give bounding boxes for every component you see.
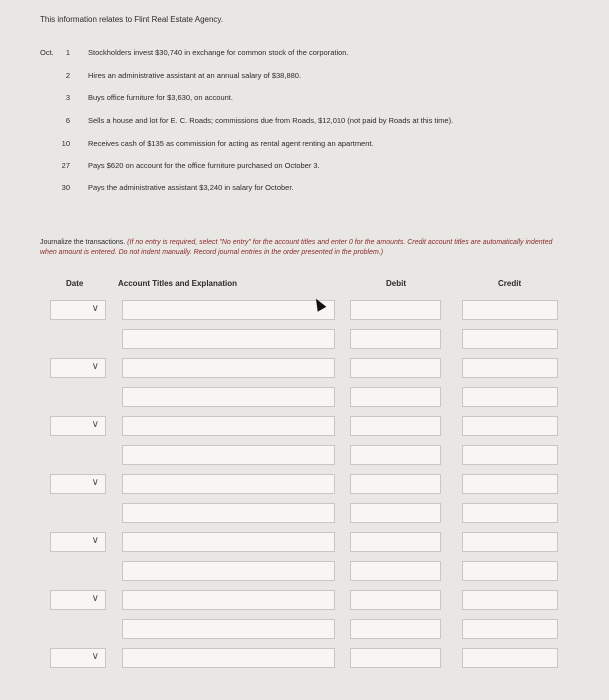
date-select[interactable]	[50, 532, 106, 552]
date-select[interactable]	[50, 416, 106, 436]
credit-input[interactable]	[462, 387, 558, 407]
account-title-input[interactable]	[122, 416, 335, 436]
tx-desc: Pays $620 on account for the office furniture purchased on October 3.	[88, 161, 320, 170]
account-title-input[interactable]	[122, 329, 335, 349]
chevron-down-icon: ∨	[91, 477, 99, 488]
tx-month	[40, 71, 60, 80]
account-title-input[interactable]	[122, 590, 335, 610]
instructions-text: Journalize the transactions.	[40, 239, 126, 246]
account-title-input[interactable]	[122, 300, 335, 320]
debit-input[interactable]	[350, 474, 441, 494]
transaction-row	[40, 183, 294, 192]
debit-input[interactable]	[350, 648, 441, 668]
tx-day: 1	[65, 48, 70, 57]
debit-input[interactable]	[350, 358, 441, 378]
date-select[interactable]	[50, 358, 106, 378]
chevron-down-icon: ∨	[91, 651, 99, 662]
tx-desc: Pays the administrative assistant $3,240 in salary for October.	[88, 183, 294, 192]
tx-desc: Hires an administrative assistant at an annual salary of $38,880.	[88, 71, 302, 80]
debit-input[interactable]	[350, 503, 441, 523]
credit-input[interactable]	[462, 445, 558, 465]
credit-input[interactable]	[462, 300, 558, 320]
tx-day: 27	[61, 161, 70, 170]
debit-input[interactable]	[350, 329, 441, 349]
account-title-input[interactable]	[122, 474, 335, 494]
tx-day: 3	[65, 93, 70, 102]
credit-input[interactable]	[462, 532, 558, 552]
transaction-row	[40, 71, 301, 80]
tx-day: 6	[65, 116, 70, 125]
date-select[interactable]	[50, 648, 106, 668]
chevron-down-icon: ∨	[91, 361, 99, 372]
debit-input[interactable]	[350, 387, 441, 407]
credit-input[interactable]	[462, 329, 558, 349]
credit-input[interactable]	[462, 474, 558, 494]
account-title-input[interactable]	[122, 387, 335, 407]
debit-input[interactable]	[350, 590, 441, 610]
credit-input[interactable]	[462, 619, 558, 639]
credit-input[interactable]	[462, 648, 558, 668]
account-title-input[interactable]	[122, 532, 335, 552]
account-title-input[interactable]	[122, 561, 335, 581]
transaction-row	[40, 48, 349, 57]
account-title-input[interactable]	[122, 358, 335, 378]
tx-desc: Buys office furniture for $3,630, on account.	[88, 93, 233, 102]
instructions-note: (If no entry is required, select "No entry" for the account titles and enter 0 for the amounts. Credit account titles are automatically indented when amount is entered. Do not indent manually. Record journal entries in the order presented in the problem.)	[40, 239, 553, 256]
account-title-input[interactable]	[122, 445, 335, 465]
date-header: Date	[66, 279, 84, 288]
chevron-down-icon: ∨	[91, 419, 99, 430]
credit-header: Credit	[498, 279, 522, 288]
tx-desc: Sells a house and lot for E. C. Roads; commissions due from Roads, $12,010 (not paid by Roads at this time).	[88, 116, 454, 125]
debit-input[interactable]	[350, 619, 441, 639]
transaction-row	[40, 93, 233, 102]
tx-month	[40, 161, 60, 170]
tx-month	[40, 93, 60, 102]
debit-input[interactable]	[350, 445, 441, 465]
debit-input[interactable]	[350, 561, 441, 581]
chevron-down-icon: ∨	[91, 535, 99, 546]
tx-desc: Receives cash of $135 as commission for acting as rental agent renting an apartment.	[88, 139, 374, 148]
credit-input[interactable]	[462, 590, 558, 610]
tx-month	[40, 139, 60, 148]
tx-month: Oct.	[40, 48, 54, 57]
debit-input[interactable]	[350, 416, 441, 436]
tx-day: 30	[61, 183, 70, 192]
account-title-input[interactable]	[122, 619, 335, 639]
chevron-down-icon: ∨	[91, 593, 99, 604]
chevron-down-icon: ∨	[91, 303, 99, 314]
credit-input[interactable]	[462, 358, 558, 378]
tx-month	[40, 183, 60, 192]
date-select[interactable]	[50, 474, 106, 494]
transaction-row	[40, 116, 453, 125]
instructions	[40, 238, 568, 258]
transaction-row	[40, 139, 374, 148]
tx-day: 10	[61, 139, 70, 148]
account-header: Account Titles and Explanation	[118, 279, 237, 288]
date-select[interactable]	[50, 300, 106, 320]
account-title-input[interactable]	[122, 648, 335, 668]
credit-input[interactable]	[462, 503, 558, 523]
intro-text: This information relates to Flint Real Estate Agency.	[40, 15, 224, 24]
debit-header: Debit	[386, 279, 406, 288]
tx-desc: Stockholders invest $30,740 in exchange for common stock of the corporation.	[88, 48, 349, 57]
date-select[interactable]	[50, 590, 106, 610]
debit-input[interactable]	[350, 532, 441, 552]
tx-month	[40, 116, 60, 125]
credit-input[interactable]	[462, 561, 558, 581]
tx-day: 2	[65, 71, 70, 80]
transaction-row	[40, 161, 320, 170]
debit-input[interactable]	[350, 300, 441, 320]
credit-input[interactable]	[462, 416, 558, 436]
account-title-input[interactable]	[122, 503, 335, 523]
